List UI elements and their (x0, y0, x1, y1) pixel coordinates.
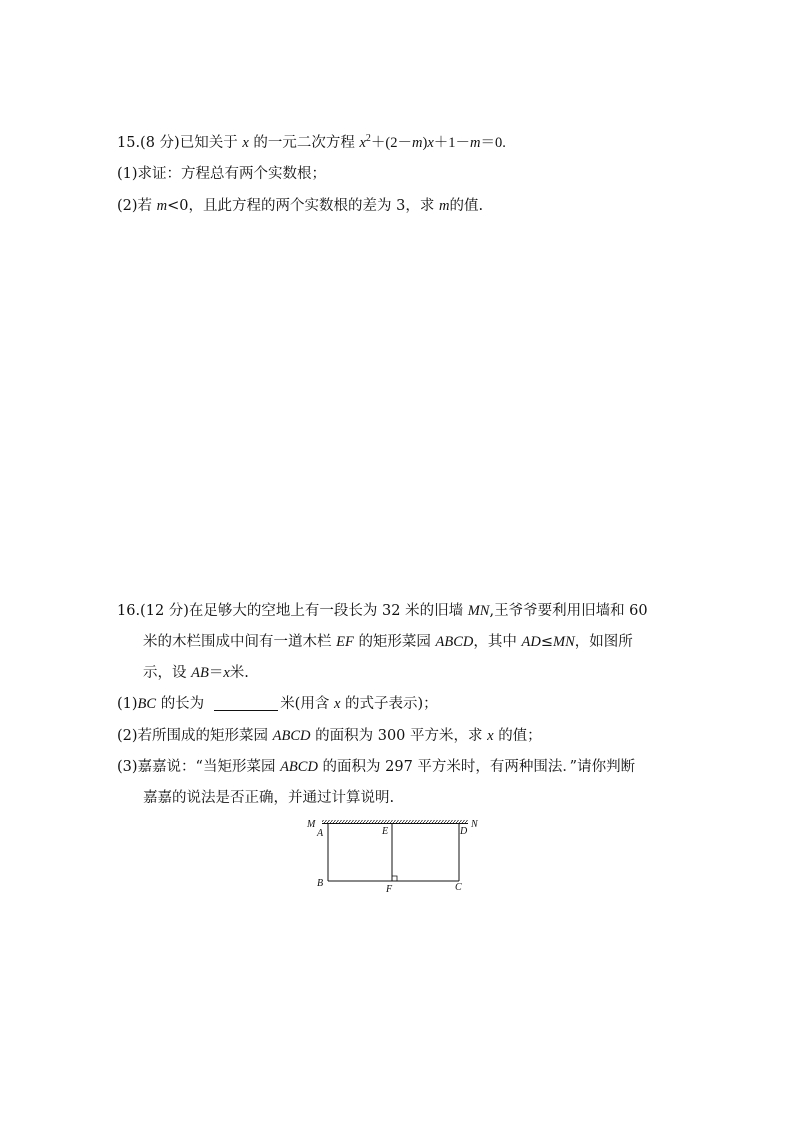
q15-part2: (2)若 m<0，且此方程的两个实数根的差为 3，求 m的值. (117, 198, 484, 214)
q15-part1: (1)求证：方程总有两个实数根； (117, 166, 327, 182)
garden-figure (304, 814, 484, 896)
label-d: D (460, 826, 468, 837)
q16-part1: (1)BC 的长为 米(用含 x 的式子表示)； (117, 696, 438, 712)
q16-part3-line2: 嘉嘉的说法是否正确，并通过计算说明. (143, 790, 395, 806)
q15-stem: 15.(8 分)已知关于 x 的一元二次方程 $x^2+(2-m)x+1-m=0$. (117, 133, 506, 151)
right-angle-mark (392, 876, 397, 881)
answer-blank[interactable] (214, 696, 278, 711)
label-b: B (317, 878, 324, 889)
label-f: F (386, 884, 393, 895)
q16-part2: (2)若所围成的矩形菜园 ABCD 的面积为 300 平方米，求 x 的值； (117, 728, 542, 744)
q16-line3: 示，设 AB＝x米. (143, 665, 249, 681)
label-c: C (455, 882, 462, 893)
wall-mn (322, 820, 468, 824)
q16-part3-line1: (3)嘉嘉说：“当矩形菜园 ABCD 的面积为 297 平方米时，有两种围法．”请你判断 (117, 759, 636, 775)
label-a: A (317, 828, 324, 839)
label-n: N (471, 819, 478, 830)
q16-line1: 16.(12 分)在足够大的空地上有一段长为 32 米的旧墙 MN,王爷爷要利用旧墙和 60 (117, 603, 648, 619)
label-e: E (382, 826, 389, 837)
label-m: M (307, 819, 316, 830)
q16-line2: 米的木栏围成中间有一道木栏 EF 的矩形菜园 ABCD，其中 AD≤MN，如图所 (143, 634, 633, 650)
